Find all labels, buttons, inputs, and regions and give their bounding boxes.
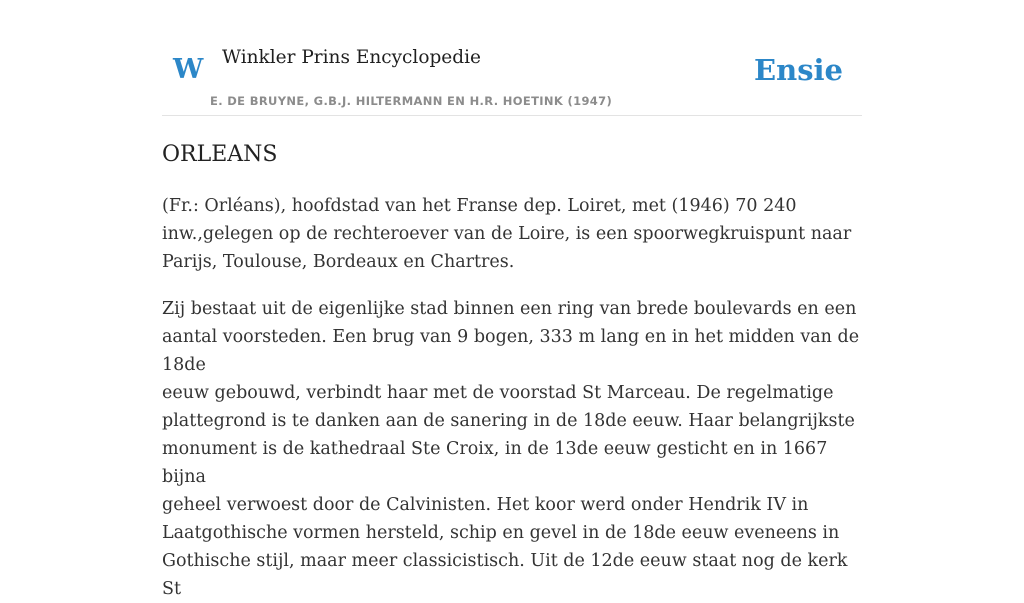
article-title: ORLEANS	[162, 142, 278, 167]
paragraph-line: eeuw gebouwd, verbindt haar met de voorstad St Marceau. De regelmatige	[162, 383, 834, 403]
paragraph-line: Gothische stijl, maar meer classicistisch. Uit de 12de eeuw staat nog de kerk St	[162, 551, 848, 599]
article-paragraph	[162, 192, 862, 276]
paragraph-line: aantal voorsteden. Een brug van 9 bogen, 333 m lang en in het midden van de 18de	[162, 327, 860, 375]
paragraph-line: Zij bestaat uit de eigenlijke stad binnen een ring van brede boulevards en een	[162, 299, 857, 319]
article-body	[162, 192, 862, 603]
winkler-prins-logo[interactable]: W	[173, 54, 204, 85]
paragraph-line: inw.,gelegen op de rechteroever van de Loire, is een spoorwegkruispunt naar	[162, 224, 852, 244]
article-paragraph	[162, 295, 862, 603]
ensie-logo-link[interactable]: Ensie	[754, 53, 843, 87]
paragraph-line: plattegrond is te danken aan de sanering in de 18de eeuw. Haar belangrijkste	[162, 411, 855, 431]
paragraph-line: geheel verwoest door de Calvinisten. Het koor werd onder Hendrik IV in	[162, 495, 809, 515]
authors-line: E. DE BRUYNE, G.B.J. HILTERMANN EN H.R. HOETINK (1947)	[210, 94, 613, 108]
paragraph-line: Laatgothische vormen hersteld, schip en gevel in de 18de eeuw eveneens in	[162, 523, 840, 543]
encyclopedia-title: Winkler Prins Encyclopedie	[222, 47, 481, 68]
paragraph-line: (Fr.: Orléans), hoofdstad van het Franse dep. Loiret, met (1946) 70 240	[162, 196, 797, 216]
paragraph-line: Parijs, Toulouse, Bordeaux en Chartres.	[162, 252, 515, 272]
paragraph-line: monument is de kathedraal Ste Croix, in de 13de eeuw gesticht en in 1667 bijna	[162, 439, 828, 487]
article	[162, 140, 862, 603]
site-header	[162, 40, 862, 116]
